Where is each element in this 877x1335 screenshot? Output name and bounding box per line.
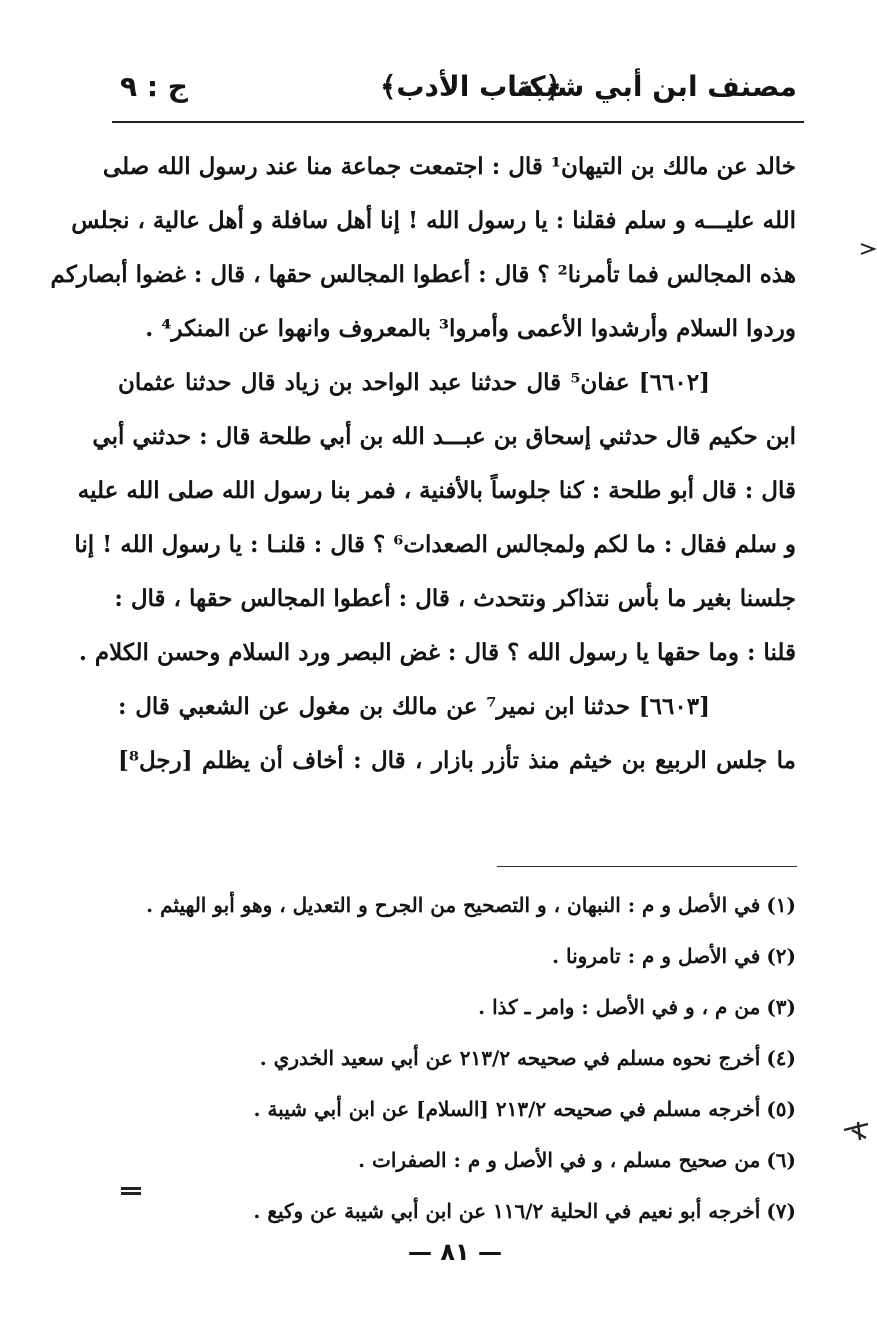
text-line: هذه المجالس فما تأمرنا² ؟ قال : أعطوا المجالس حقها ، قال : غضوا أبصاركم	[50, 261, 796, 288]
footnote-item	[200, 982, 796, 1033]
text-line: قلنا : وما حقها يا رسول الله ؟ قال : غض البصر ورد السلام وحسن الكلام .	[78, 639, 796, 666]
footnote-number: (٦)	[766, 1148, 796, 1172]
chapter-title: ﴿كتاب الأدب﴾	[380, 70, 562, 103]
margin-mark-icon	[842, 1118, 870, 1142]
volume-number: ج : ٩	[120, 70, 188, 103]
text-line: الله عليـــه و سلم فقلنا : يا رسول الله ! إنا أهل سافلة و أهل عالية ، نجلس	[71, 207, 796, 234]
header-divider	[112, 121, 804, 123]
footnote-number: (٣)	[766, 995, 796, 1019]
footnote-text: أخرجه أبو نعيم في الحلية ١١٦/٢ عن ابن أبي شيبة عن وكيع .	[253, 1199, 761, 1223]
text-line: و سلم فقال : ما لكم ولمجالس الصعدات⁶ ؟ قال : قلنـا : يا رسول الله ! إنا	[74, 531, 796, 558]
footnote-number: (١)	[766, 893, 796, 917]
text-line: خالد عن مالك بن التيهان¹ قال : اجتمعت جماعة منا عند رسول الله صلى	[102, 153, 796, 180]
footnote-item	[200, 1033, 796, 1084]
footnote-text: من صحيح مسلم ، و في الأصل و م : الصفرات .	[358, 1148, 761, 1172]
footnote-item	[146, 880, 796, 931]
footnote-number: (٧)	[766, 1199, 796, 1223]
footnote-number: (٢)	[766, 944, 796, 968]
text-line: ما جلس الربيع بن خيثم منذ تأزر بازار ، قال : أخاف أن يظلم [رجل⁸]	[118, 747, 796, 774]
main-text	[50, 140, 796, 788]
margin-mark-icon	[860, 242, 876, 256]
footnote-text: في الأصل و م : تامرونا .	[552, 944, 761, 968]
book-title: مصنف ابن أبي شيبة	[516, 70, 797, 103]
footnote-number: (٤)	[766, 1046, 796, 1070]
hadith-6602-start: [٦٦٠٢] عفان⁵ قال حدثنا عبد الواحد بن زياد قال حدثنا عثمان	[118, 369, 710, 396]
footnote-text: من م ، و في الأصل : وامر ـ كذا .	[478, 995, 761, 1019]
footnotes	[146, 880, 796, 1237]
page-header	[110, 62, 805, 120]
hadith-6603-start: [٦٦٠٣] حدثنا ابن نمير⁷ عن مالك بن مغول عن الشعبي قال :	[118, 693, 710, 720]
footnote-item	[200, 1135, 796, 1186]
footnote-text: في الأصل و م : النبهان ، و التصحيح من الجرح و التعديل ، وهو أبو الهيثم .	[146, 893, 761, 917]
text-line: جلسنا بغير ما بأس نتذاكر ونتحدث ، قال : أعطوا المجالس حقها ، قال :	[114, 585, 796, 612]
footnote-divider	[497, 866, 797, 867]
footnote-item	[200, 1186, 796, 1237]
footnote-text: أخرج نحوه مسلم في صحيحه ٢١٣/٢ عن أبي سعيد الخدري .	[259, 1046, 761, 1070]
footnote-item	[200, 931, 796, 982]
text-line: وردوا السلام وأرشدوا الأعمى وأمروا³ بالمعروف وانهوا عن المنكر⁴ .	[145, 315, 796, 342]
footnote-text: أخرجه مسلم في صحيحه ٢١٣/٢ [السلام] عن ابن أبي شيبة .	[253, 1097, 761, 1121]
text-line: قال : قال أبو طلحة : كنا جلوساً بالأفنية ، فمر بنا رسول الله صلى الله عليه	[77, 477, 796, 504]
footnote-number: (٥)	[766, 1097, 796, 1121]
text-line: ابن حكيم قال حدثني إسحاق بن عبـــد الله بن أبي طلحة قال : حدثني أبي	[92, 423, 796, 450]
margin-mark-icon	[120, 1184, 142, 1198]
page-number: — ٨١ —	[407, 1238, 502, 1266]
footnote-item	[200, 1084, 796, 1135]
